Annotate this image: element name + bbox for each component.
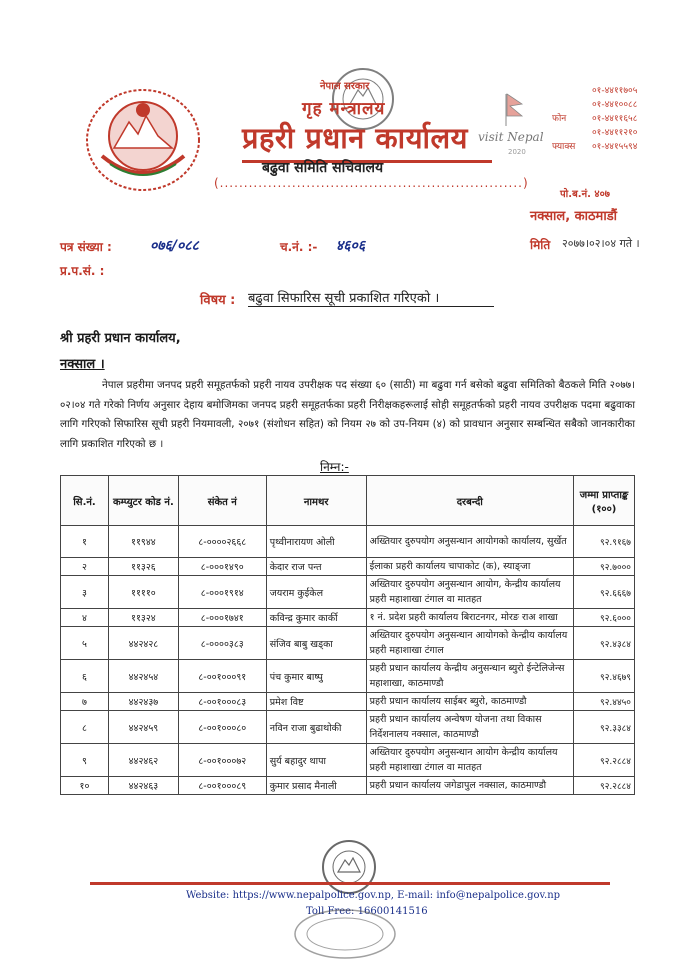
cell-sanket: ८-००००२६६८ — [178, 526, 266, 558]
cell-darbandi: अख्तियार दुरुपयोग अनुसन्धान आयोग, केन्द्रीय कार्यालय प्रहरी महाशाखा टंगाल वा मातहत — [366, 576, 573, 609]
cell-darbandi: अख्तियार दुरुपयोग अनुसन्धान आयोगको केन्द्रीय कार्यालय प्रहरी महाशाखा टंगाल — [366, 627, 573, 660]
header-darbandi: दरबन्दी — [366, 476, 573, 526]
cell-code: ११११० — [108, 576, 178, 609]
cell-darbandi: ईलाका प्रहरी कार्यालय चापाकोट (क), स्याङ्जा — [366, 558, 573, 576]
cell-sn: ४ — [61, 609, 109, 627]
list-heading: निम्न:- — [320, 460, 349, 474]
cell-naam: जयराम कुईकेल — [266, 576, 366, 609]
footer-seal-icon — [320, 838, 378, 896]
cell-darbandi: प्रहरी प्रधान कार्यालय जगेडापुल नक्साल, काठमाण्डौ — [366, 777, 573, 795]
table-row — [61, 558, 635, 576]
cell-sn: ९ — [61, 744, 109, 777]
chalani-value: ४६०६ — [336, 238, 366, 254]
cell-total: ९२.६६६७ — [574, 576, 635, 609]
table-row — [61, 744, 635, 777]
cell-sanket: ८-००१०००८९ — [178, 777, 266, 795]
cell-total: ९२.४४५० — [574, 693, 635, 711]
cell-code: ४४२४२८ — [108, 627, 178, 660]
fax-label: फ्याक्स — [552, 142, 576, 152]
cell-code: ४४२४६२ — [108, 744, 178, 777]
cell-sanket: ८-००००३८३ — [178, 627, 266, 660]
patra-label: पत्र संख्या : — [60, 240, 112, 254]
cell-sn: ७ — [61, 693, 109, 711]
cell-naam: केदार राज पन्त — [266, 558, 366, 576]
cell-sn: ८ — [61, 711, 109, 744]
cell-darbandi: १ नं. प्रदेश प्रहरी कार्यालय बिराटनगर, मोरङ राअ शाखा — [366, 609, 573, 627]
table-row — [61, 627, 635, 660]
government-line: नेपाल सरकार — [320, 81, 370, 92]
nepal-emblem-icon — [84, 86, 202, 194]
table-row — [61, 777, 635, 795]
pra-label: प्र.प.सं. : — [60, 264, 105, 278]
cell-darbandi: प्रहरी प्रधान कार्यालय केन्द्रीय अनुसन्धान ब्युरो ईन्टेलिजेन्स महाशाखा, काठमाण्डौ — [366, 660, 573, 693]
office-address: नक्साल, काठमाडौं — [530, 209, 618, 224]
table-row — [61, 660, 635, 693]
header-code: कम्प्युटर कोड नं. — [108, 476, 178, 526]
cell-darbandi: अख्तियार दुरुपयोग अनुसन्धान आयोगको कार्यालय, सुर्खेत — [366, 526, 573, 558]
subject-underline — [248, 306, 494, 307]
cell-code: ११९४४ — [108, 526, 178, 558]
footer-tollfree: Toll Free: 16600141516 — [306, 906, 428, 917]
phone-label: फोन — [552, 114, 567, 124]
promotion-table — [60, 475, 635, 795]
secretariat-name: बढुवा समिति सचिवालय — [262, 160, 384, 176]
cell-code: ११३२४ — [108, 609, 178, 627]
cell-total: ९२.२८८४ — [574, 777, 635, 795]
cell-sn: १ — [61, 526, 109, 558]
phone-number: ०१-४४११७०५ — [592, 86, 638, 96]
table-row — [61, 609, 635, 627]
contact-block — [548, 84, 678, 154]
visit-nepal-flag-icon — [478, 90, 550, 130]
footer-rule — [90, 882, 610, 885]
miti-label: मिति — [530, 238, 551, 252]
header-sn: सि.नं. — [61, 476, 109, 526]
cell-sn: ३ — [61, 576, 109, 609]
subject-text: बढुवा सिफारिस सूची प्रकाशित गरिएको । — [248, 291, 440, 306]
cell-sanket: ८-००१०००८० — [178, 711, 266, 744]
miti-value: २०७७।०२।०४ गते । — [562, 237, 640, 250]
cell-naam: कविन्द्र कुमार कार्की — [266, 609, 366, 627]
footer-contact: Website: https://www.nepalpolice.gov.np, E-mail: info@nepalpolice.gov.np — [186, 890, 561, 901]
table-row — [61, 526, 635, 558]
addressee-line1: श्री प्रहरी प्रधान कार्यालय, — [60, 331, 181, 346]
cell-total: ९२.३३८४ — [574, 711, 635, 744]
header-naam: नामथर — [266, 476, 366, 526]
cell-sanket: ८-००१०००७२ — [178, 744, 266, 777]
cell-sanket: ८-००१०००९१ — [178, 660, 266, 693]
cell-sn: २ — [61, 558, 109, 576]
visit-nepal-text: visit Nepal — [478, 130, 544, 144]
header-total: जम्मा प्राप्ताङ्क (१००) — [574, 476, 635, 526]
table-row — [61, 711, 635, 744]
cell-total: ९२.६००० — [574, 609, 635, 627]
ministry-name: गृह मन्त्रालय — [302, 99, 386, 119]
cell-code: ४४२४५४ — [108, 660, 178, 693]
cell-total: ९२.२८८४ — [574, 744, 635, 777]
cell-total: ९२.४६७९ — [574, 660, 635, 693]
cell-darbandi: अख्तियार दुरुपयोग अनुसन्धान आयोग केन्द्रीय कार्यालय प्रहरी महाशाखा टंगाल वा मातहत — [366, 744, 573, 777]
cell-code: ४४२४३७ — [108, 693, 178, 711]
cell-code: ४४२४६३ — [108, 777, 178, 795]
visit-nepal-logo — [478, 90, 550, 162]
table-header-row — [61, 476, 635, 526]
po-box: पो.ब.नं. ४०७ — [560, 189, 611, 200]
table-row — [61, 576, 635, 609]
office-name: प्रहरी प्रधान कार्यालय — [242, 121, 469, 155]
cell-total: ९२.७००० — [574, 558, 635, 576]
header-sanket: संकेत नं — [178, 476, 266, 526]
cell-code: ४४२४५९ — [108, 711, 178, 744]
cell-sn: ६ — [61, 660, 109, 693]
cell-total: ९२.९१६७ — [574, 526, 635, 558]
patra-value: ०७६/०८८ — [150, 238, 199, 254]
table-row — [61, 693, 635, 711]
cell-naam: प्रमेश विष्ट — [266, 693, 366, 711]
secretariat-stamp-icon — [290, 900, 400, 960]
phone-number: ०१-४४११६५८ — [592, 114, 638, 124]
cell-sn: ५ — [61, 627, 109, 660]
cell-sn: १० — [61, 777, 109, 795]
cell-naam: पृथ्वीनारायण ओली — [266, 526, 366, 558]
cell-code: ११३२६ — [108, 558, 178, 576]
cell-total: ९२.४३८४ — [574, 627, 635, 660]
cell-sanket: ८-०००१७४१ — [178, 609, 266, 627]
dotted-line: (...............................................................) — [214, 176, 529, 190]
fax-number: ०१-४४१५५९४ — [592, 142, 638, 152]
cell-naam: नविन राजा बुढाथोकी — [266, 711, 366, 744]
cell-darbandi: प्रहरी प्रधान कार्यालय साईबर ब्युरो, काठमाण्डौ — [366, 693, 573, 711]
subject-label: विषय : — [200, 293, 236, 308]
cell-naam: कुमार प्रसाद मैनाली — [266, 777, 366, 795]
cell-sanket: ८-००१०००८३ — [178, 693, 266, 711]
cell-sanket: ८-०००१९१४ — [178, 576, 266, 609]
phone-number: ०१-४४१००८८ — [592, 100, 638, 110]
body-paragraph: नेपाल प्रहरीमा जनपद प्रहरी समूहतर्फको प्रहरी नायव उपरीक्षक पद संख्या ६० (साठी) मा बढुवा गर्न बसेको बढुवा समितिको बैठकले मिति २०७७।०२।०४ गते गरेको निर्णय अनुसार देहाय बमोजिमका जनपद प्रहरी समूहतर्फका प्रहरी निरीक्षकहरूलाई सोही समूहतर्फको प्रहरी नायव उपरीक्षक पदमा बढुवाका लागि गरिएको सिफारिस सूची प्रहरी नियमावली, २०७१ (संशोधन सहित) को नियम २७ को उप-नियम (४) को प्रावधान अनुसार सम्बन्धित सबैको जानकारीका लागि प्रकाशित गरिएको छ । — [60, 379, 635, 450]
addressee-line2: नक्साल । — [60, 357, 105, 372]
cell-naam: पंच कुमार बाष्पु — [266, 660, 366, 693]
cell-naam: संजिव बाबु खड्का — [266, 627, 366, 660]
cell-naam: सुर्य बहादुर थापा — [266, 744, 366, 777]
cell-darbandi: प्रहरी प्रधान कार्यालय अन्वेषण योजना तथा विकास निर्देशनालय नक्साल, काठमाण्डौ — [366, 711, 573, 744]
cell-sanket: ८-०००१४९० — [178, 558, 266, 576]
visit-nepal-year: 2020 — [508, 148, 526, 156]
chalani-label: च.नं. :- — [280, 240, 318, 254]
phone-number: ०१-४४११२१० — [592, 128, 638, 138]
